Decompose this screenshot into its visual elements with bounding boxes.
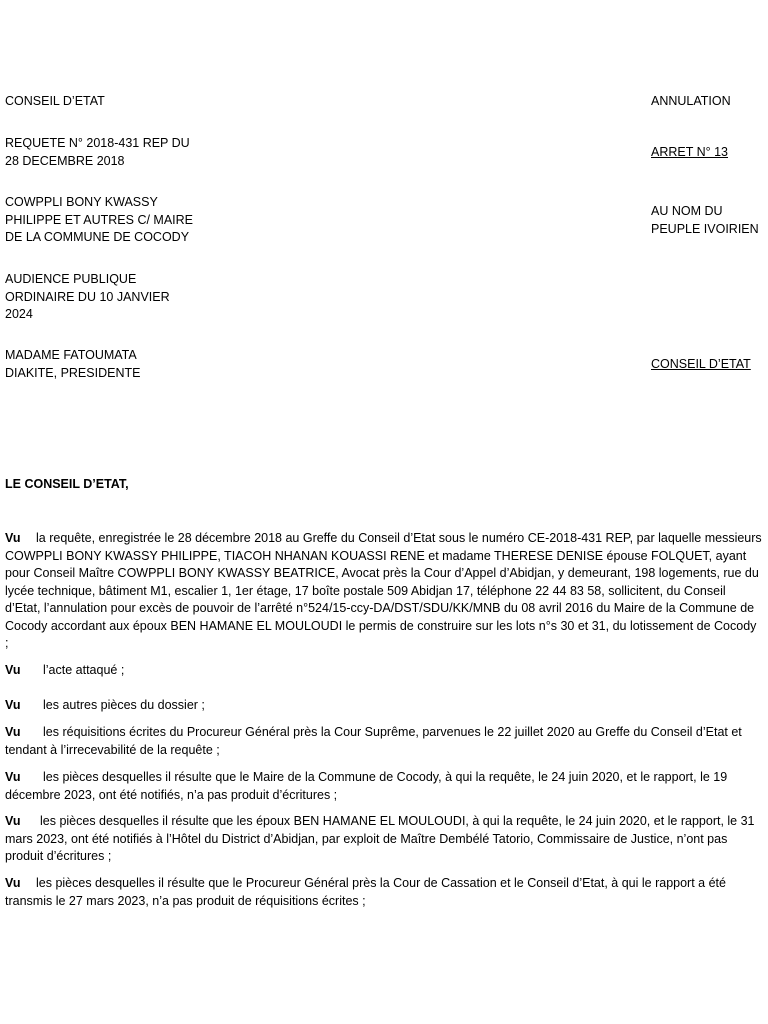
parties: COWPPLI BONY KWASSY PHILIPPE ET AUTRES C/ MAIRE DE LA COMMUNE DE COCODY: [5, 195, 194, 244]
vu-paragraph: [5, 813, 763, 866]
arret-number: ARRET N° 13: [651, 145, 729, 159]
vu-paragraph: [5, 724, 763, 759]
vu-label: Vu: [5, 663, 21, 677]
court-name: CONSEIL D’ETAT: [5, 94, 105, 108]
decision-type: ANNULATION: [651, 94, 731, 108]
vu-label: Vu: [5, 725, 21, 739]
au-nom-du-peuple: AU NOM DU PEUPLE IVOIRIEN: [651, 204, 759, 236]
vu-label: Vu: [5, 814, 21, 828]
vu-label: Vu: [5, 531, 21, 545]
presidente: MADAME FATOUMATA DIAKITE, PRESIDENTE: [5, 348, 141, 380]
vu-text: les pièces desquelles il résulte que le Procureur Général près la Cour de Cassation et le Conseil d’Etat, à qui le rapport a été transmis le 27 mars 2023, n’a pas produit de réquisitions écrites ;: [5, 876, 726, 908]
vu-label: Vu: [5, 876, 21, 890]
vu-paragraph: [5, 697, 763, 715]
vu-paragraph: [5, 662, 763, 680]
vu-text: l’acte attaqué ;: [43, 663, 125, 677]
vu-label: Vu: [5, 770, 21, 784]
vu-text: la requête, enregistrée le 28 décembre 2018 au Greffe du Conseil d’Etat sous le numéro CE-2018-431 REP, par laquelle messieurs COWPPLI BONY KWASSY PHILIPPE, TIACOH NHANAN KOUASSI RENE et madame THERESE DENISE épouse FOLQUET, ayant pour Conseil Maître COWPPLI BONY KWASSY BEATRICE, Avocat près la Cour d’Appel d’Abidjan, y demeurant, 198 logements, rue du lycée technique, bâtiment M1, escalier 1, 1er étage, 17 boîte postale 509 Abidjan 17, téléphone 22 44 83 58, sollicitent, du Conseil d’Etat, l’annulation pour excès de pouvoir de l’arrêté n°524/15-ccy-DA/DST/SDU/KK/MNB du 08 avril 2016 du Maire de la Commune de Cocody accordant aux époux BEN HAMANE EL MOULOUDI le permis de construire sur les lots n°s 30 et 31, du lotissement de Cocody ;: [5, 531, 762, 650]
vu-text: les pièces desquelles il résulte que le Maire de la Commune de Cocody, à qui la requête, le 24 juin 2020, et le rapport, le 19 décembre 2023, ont été notifiés, n’a pas produit d’écritures ;: [5, 770, 728, 802]
vu-text: les pièces desquelles il résulte que les époux BEN HAMANE EL MOULOUDI, à qui la requête, le 24 juin 2020, et le rapport, le 31 mars 2023, ont été notifiés à l’Hôtel du District d’Abidjan, par exploit de Maître Dembélé Tatorio, Commissaire de Justice, n’ont pas produit d’écritures ;: [5, 814, 755, 863]
vu-paragraph: [5, 769, 763, 804]
vu-text: les autres pièces du dossier ;: [43, 698, 205, 712]
vu-paragraph: [5, 530, 763, 653]
body-heading: LE CONSEIL D’ETAT,: [5, 477, 129, 491]
vu-label: Vu: [5, 698, 21, 712]
vu-text: les réquisitions écrites du Procureur Général près la Cour Suprême, parvenues le 22 juillet 2020 au Greffe du Conseil d’Etat et tendant à l’irrecevabilité de la requête ;: [5, 725, 742, 757]
requete-number: REQUETE N° 2018-431 REP DU 28 DECEMBRE 2018: [5, 136, 190, 168]
conseil-etat-label: CONSEIL D’ETAT: [651, 357, 751, 371]
audience-date: AUDIENCE PUBLIQUE ORDINAIRE DU 10 JANVIER 2024: [5, 272, 170, 321]
vu-paragraph: [5, 875, 763, 910]
